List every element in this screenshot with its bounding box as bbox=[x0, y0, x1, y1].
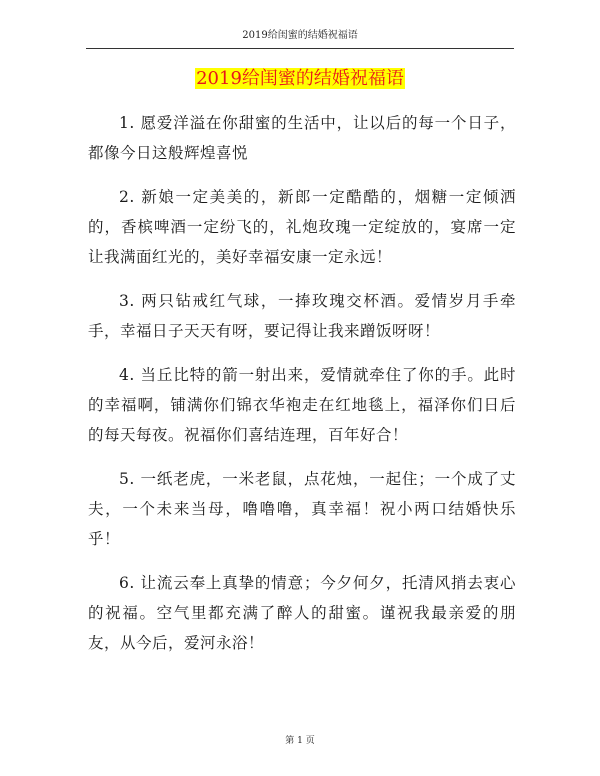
paragraph-6: 6. 让流云奉上真挚的情意；今夕何夕，托清风捎去衷心的祝福。空气里都充满了醉人的甜蜜。谨祝我最亲爱的朋友，从今后，爱河永浴！ bbox=[88, 574, 516, 652]
page-number: 第 1 页 bbox=[285, 736, 315, 746]
paragraph-5: 5. 一纸老虎，一米老鼠，点花烛，一起住；一个成了丈夫，一个未来当母，噜噜噜，真幸福！祝小两口结婚快乐乎！ bbox=[88, 470, 516, 548]
document-title-block bbox=[0, 66, 600, 92]
document-title: 2019给闺蜜的结婚祝福语 bbox=[196, 68, 404, 89]
paragraph-3: 3. 两只钻戒红气球，一捧玫瑰交杯酒。爱情岁月手牵手，幸福日子天天有呀，要记得让我来蹭饭呀呀！ bbox=[88, 292, 516, 340]
paragraph-1: 1. 愿爱洋溢在你甜蜜的生活中，让以后的每一个日子，都像今日这般辉煌喜悦 bbox=[88, 114, 516, 162]
header-divider bbox=[86, 48, 514, 49]
running-header: 2019给闺蜜的结婚祝福语 bbox=[242, 30, 358, 41]
document-body bbox=[88, 108, 516, 672]
paragraph-2: 2. 新娘一定美美的，新郎一定酷酷的，烟糖一定倾洒的，香槟啤酒一定纷飞的，礼炮玫瑰一定绽放的，宴席一定让我满面红光的，美好幸福安康一定永远！ bbox=[88, 188, 516, 266]
paragraph-4: 4. 当丘比特的箭一射出来，爱情就牵住了你的手。此时的幸福啊，铺满你们锦衣华袍走在红地毯上，福泽你们日后的每天每夜。祝福你们喜结连理，百年好合！ bbox=[88, 366, 516, 444]
